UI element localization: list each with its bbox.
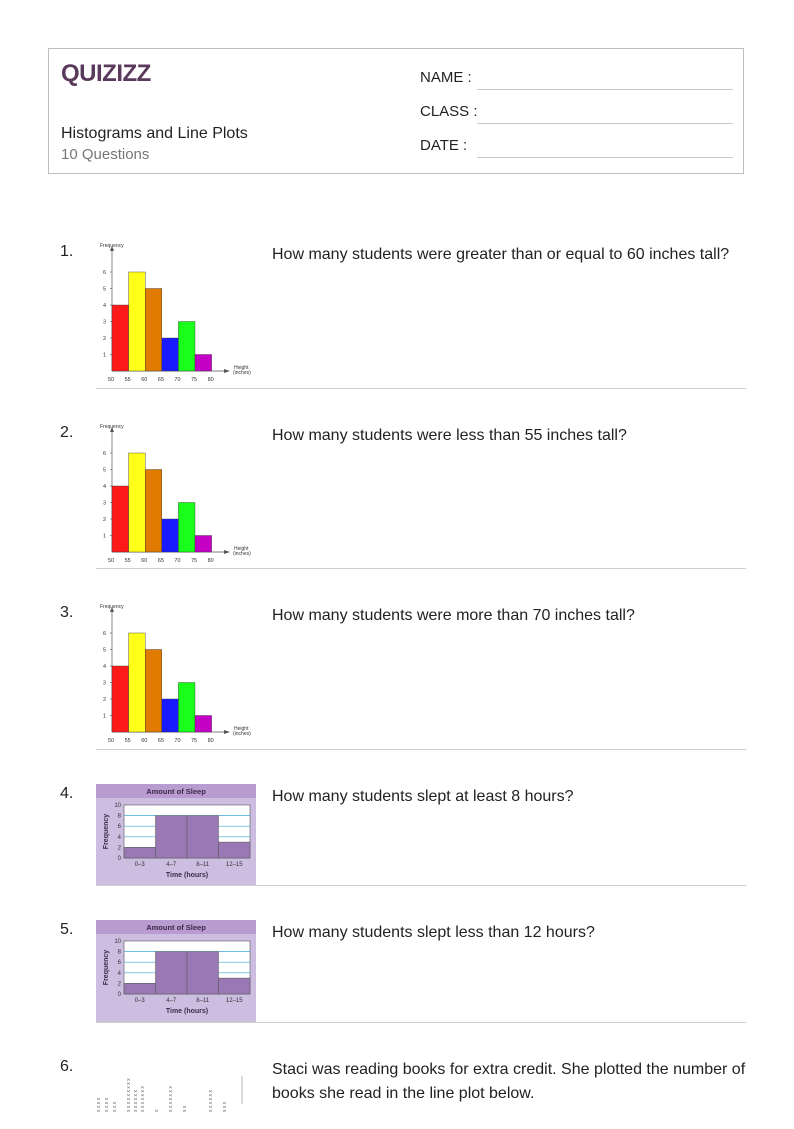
chart-title: Amount of Sleep xyxy=(146,787,206,796)
height-histogram xyxy=(96,238,258,386)
x-tick-label: 50 xyxy=(108,558,115,564)
x-mark-column: x x x x x x x xyxy=(168,1086,174,1112)
question-text: How many students were less than 55 inches tall? xyxy=(272,427,627,444)
y-tick-label: 6 xyxy=(103,631,107,637)
x-tick-label: 8–11 xyxy=(196,998,210,1004)
x-mark-column: x x x xyxy=(222,1101,228,1112)
histogram-bar xyxy=(145,650,162,733)
y-tick-label: 6 xyxy=(117,960,121,967)
question-image xyxy=(96,599,258,752)
height-histogram xyxy=(96,599,258,747)
x-tick-label: 12–15 xyxy=(225,862,243,868)
divider xyxy=(96,885,746,886)
y-tick-label: 1 xyxy=(103,533,107,540)
divider xyxy=(96,749,746,750)
x-tick-label: 75 xyxy=(191,377,198,383)
x-axis-label: Height xyxy=(234,546,249,552)
x-tick-label: 55 xyxy=(124,738,131,744)
x-axis-label-unit: (inches) xyxy=(233,731,251,737)
histogram-bar xyxy=(187,952,219,994)
question-text: How many students slept less than 12 hours? xyxy=(272,924,595,941)
x-axis-label-unit: (inches) xyxy=(233,551,251,557)
x-tick-label: 65 xyxy=(157,377,164,383)
histogram-bar xyxy=(129,633,146,732)
histogram-bar xyxy=(178,322,195,372)
worksheet-header xyxy=(48,48,744,174)
x-tick-label: 75 xyxy=(191,558,198,564)
histogram-bar xyxy=(219,978,251,994)
x-tick-label: 12–15 xyxy=(225,998,243,1004)
x-tick-label: 80 xyxy=(207,558,214,564)
question-count: 10 Questions xyxy=(61,146,150,163)
class-label: CLASS : xyxy=(420,103,478,120)
y-tick-label: 10 xyxy=(114,939,121,945)
x-tick-label: 70 xyxy=(174,558,181,564)
x-tick-label: 60 xyxy=(141,738,148,744)
y-tick-label: 5 xyxy=(103,286,107,293)
question-text: How many students were greater than or equal to 60 inches tall? xyxy=(272,246,730,263)
date-field[interactable] xyxy=(477,157,733,158)
x-tick-label: 55 xyxy=(124,558,131,564)
divider xyxy=(96,568,746,569)
y-tick-label: 6 xyxy=(103,451,107,457)
question-number: 1. xyxy=(60,243,74,260)
y-tick-label: 0 xyxy=(117,856,121,862)
class-field[interactable] xyxy=(477,123,733,124)
x-mark-column: x x x x xyxy=(96,1097,102,1112)
histogram-bar xyxy=(156,816,188,858)
x-tick-label: 80 xyxy=(207,738,214,744)
divider xyxy=(96,388,746,389)
question-text: Staci was reading books for extra credit. She plotted the number of books she read in the line plot below. xyxy=(272,1061,746,1102)
date-label: DATE : xyxy=(420,137,468,154)
histogram-bar xyxy=(219,842,251,858)
y-tick-label: 2 xyxy=(117,845,121,852)
x-tick-label: 70 xyxy=(174,738,181,744)
x-axis-label-unit: (inches) xyxy=(233,370,251,376)
question-number: 4. xyxy=(60,785,74,802)
x-tick-label: 8–11 xyxy=(196,862,210,868)
x-tick-label: 60 xyxy=(141,377,148,383)
name-field[interactable] xyxy=(477,89,733,90)
y-tick-label: 1 xyxy=(103,713,107,720)
question-number: 2. xyxy=(60,424,74,441)
x-tick-label: 0–3 xyxy=(134,862,145,868)
y-axis-label: Frequency xyxy=(103,813,110,850)
y-tick-label: 3 xyxy=(103,319,107,326)
y-tick-label: 4 xyxy=(103,664,107,670)
x-axis-label: Time (hours) xyxy=(165,872,209,879)
quizizz-logo xyxy=(61,57,161,94)
histogram-bar xyxy=(112,305,129,371)
histogram-bar xyxy=(195,536,212,553)
y-tick-label: 4 xyxy=(103,484,107,490)
x-tick-label: 4–7 xyxy=(166,862,177,868)
histogram-bar xyxy=(162,699,179,732)
histogram-bar xyxy=(162,519,179,552)
x-tick-label: 70 xyxy=(174,377,181,383)
y-tick-label: 2 xyxy=(103,517,107,523)
x-mark-column: x x x x x x x xyxy=(140,1086,146,1112)
y-tick-label: 2 xyxy=(103,336,107,342)
y-tick-label: 5 xyxy=(103,467,107,474)
quizizz-logo-mark xyxy=(61,57,161,89)
y-tick-label: 0 xyxy=(117,992,121,998)
chart-title: Amount of Sleep xyxy=(146,923,206,932)
histogram-bar xyxy=(129,453,146,552)
y-tick-label: 4 xyxy=(103,303,107,309)
y-axis-label: Frequency xyxy=(100,243,124,249)
y-tick-label: 1 xyxy=(103,352,107,359)
x-axis-label: Time (hours) xyxy=(165,1008,209,1015)
y-axis-label: Frequency xyxy=(100,424,124,430)
question-image xyxy=(96,1068,256,1129)
x-tick-label: 65 xyxy=(157,738,164,744)
y-tick-label: 6 xyxy=(103,270,107,276)
x-axis-label: Height xyxy=(234,365,249,371)
sleep-histogram xyxy=(96,784,256,886)
question-image xyxy=(96,419,258,572)
question-text: How many students slept at least 8 hours? xyxy=(272,788,574,805)
x-tick-label: 50 xyxy=(108,738,115,744)
x-tick-label: 50 xyxy=(108,377,115,383)
y-tick-label: 4 xyxy=(117,834,121,841)
question-number: 3. xyxy=(60,604,74,621)
sleep-histogram xyxy=(96,920,256,1022)
y-axis-label: Frequency xyxy=(103,949,110,986)
question-text: How many students were more than 70 inches tall? xyxy=(272,607,635,624)
x-mark-column: x x x x x x xyxy=(133,1090,139,1112)
histogram-bar xyxy=(195,716,212,733)
question-image xyxy=(96,238,258,391)
histogram-bar xyxy=(145,470,162,553)
y-tick-label: 3 xyxy=(103,680,107,687)
x-mark-column: x x xyxy=(182,1105,188,1112)
histogram-bar xyxy=(187,816,219,858)
histogram-bar xyxy=(145,289,162,372)
y-tick-label: 8 xyxy=(117,813,121,820)
histogram-bar xyxy=(129,272,146,371)
histogram-bar xyxy=(178,683,195,733)
histogram-bar xyxy=(124,847,156,858)
histogram-bar xyxy=(178,503,195,553)
x-tick-label: 4–7 xyxy=(166,998,177,1004)
y-tick-label: 8 xyxy=(117,949,121,956)
worksheet-title: Histograms and Line Plots xyxy=(61,125,248,142)
y-tick-label: 2 xyxy=(103,697,107,703)
y-tick-label: 5 xyxy=(103,647,107,654)
question-image xyxy=(96,784,256,891)
y-tick-label: 10 xyxy=(114,803,121,809)
name-label: NAME : xyxy=(420,69,472,86)
x-tick-label: 75 xyxy=(191,738,198,744)
x-mark-column: x xyxy=(154,1109,160,1112)
divider xyxy=(96,1022,746,1023)
question-number: 6. xyxy=(60,1058,74,1075)
histogram-bar xyxy=(112,666,129,732)
x-mark-column: x x x x xyxy=(104,1097,110,1112)
x-tick-label: 55 xyxy=(124,377,131,383)
brand-text: QUIZIZZ xyxy=(61,60,151,87)
y-tick-label: 6 xyxy=(117,824,121,831)
x-tick-label: 0–3 xyxy=(134,998,145,1004)
x-tick-label: 60 xyxy=(141,558,148,564)
histogram-bar xyxy=(112,486,129,552)
books-line-plot xyxy=(96,1068,256,1124)
histogram-bar xyxy=(162,338,179,371)
x-mark-column: x x x x x x x x x xyxy=(126,1078,132,1112)
x-tick-label: 80 xyxy=(207,377,214,383)
x-mark-column: x x x x x x xyxy=(208,1090,214,1112)
height-histogram xyxy=(96,419,258,567)
y-tick-label: 4 xyxy=(117,970,121,977)
histogram-bar xyxy=(156,952,188,994)
y-axis-label: Frequency xyxy=(100,604,124,610)
histogram-bar xyxy=(124,983,156,994)
question-image xyxy=(96,920,256,1027)
histogram-bar xyxy=(195,355,212,372)
x-axis-label: Height xyxy=(234,726,249,732)
y-tick-label: 2 xyxy=(117,981,121,988)
x-tick-label: 65 xyxy=(157,558,164,564)
y-tick-label: 3 xyxy=(103,500,107,507)
question-number: 5. xyxy=(60,921,74,938)
x-mark-column: x x x xyxy=(112,1101,118,1112)
